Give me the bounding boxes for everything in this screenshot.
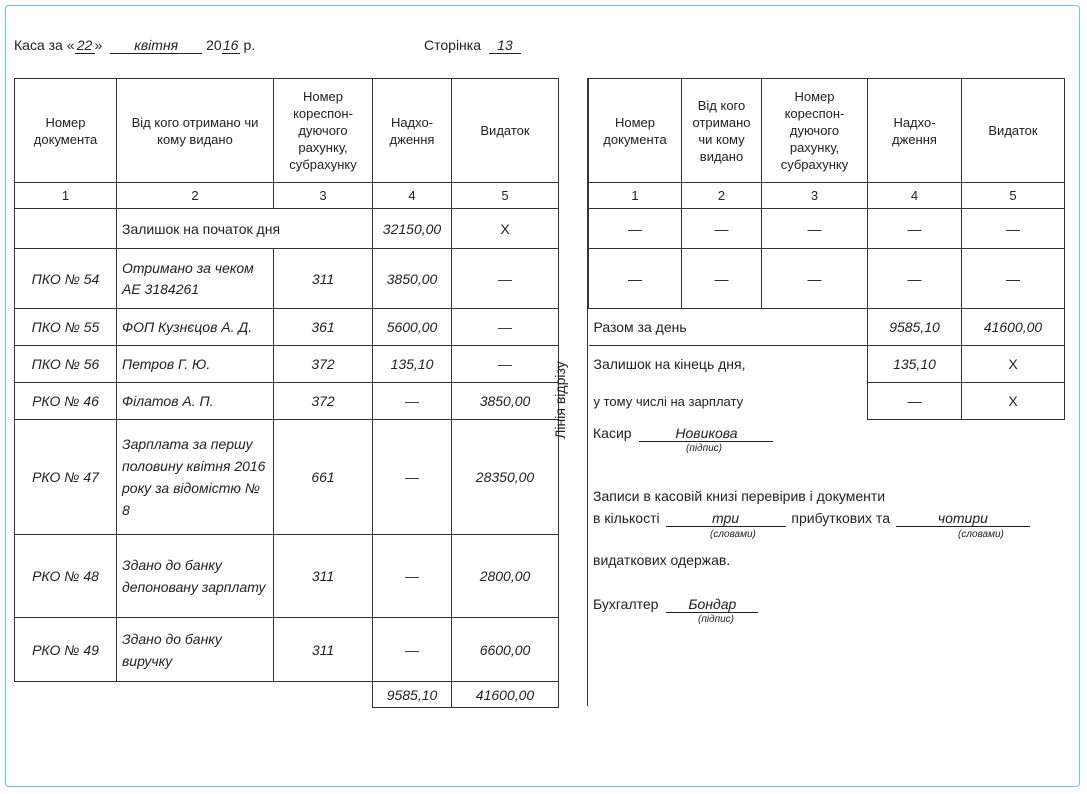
doc-number: РКО № 49 xyxy=(15,618,117,682)
right-cash-table xyxy=(588,78,1065,420)
doc-number: РКО № 48 xyxy=(15,535,117,618)
closing-income: 135,10 xyxy=(868,346,962,383)
empty-row xyxy=(589,209,1065,249)
dash-cell: — xyxy=(589,249,682,309)
closing-expense: Х xyxy=(962,346,1065,383)
day-value: 22 xyxy=(75,37,95,54)
day-total-row xyxy=(589,309,1065,346)
empty-row xyxy=(589,249,1065,309)
salary-label: у тому числі на зарплату xyxy=(593,393,744,409)
left-cash-table xyxy=(14,78,559,708)
doc-number: РКО № 46 xyxy=(15,383,117,420)
income: 135,10 xyxy=(373,346,452,383)
party: Здано до банку депоновану зарплату xyxy=(117,535,274,618)
expense: 3850,00 xyxy=(452,383,559,420)
income-words-hint: (словами) xyxy=(710,529,756,540)
year-suffix: 16 xyxy=(222,37,239,53)
expense: 6600,00 xyxy=(452,618,559,682)
cut-line-label: Лінія відрізу xyxy=(552,361,568,439)
salary-expense: Х xyxy=(962,383,1065,420)
salary-income: — xyxy=(868,383,962,420)
party: ФОП Кузнєцов А. Д. xyxy=(117,309,274,346)
expense: 28350,00 xyxy=(452,420,559,535)
month-value: квітня xyxy=(110,37,202,54)
income: — xyxy=(373,618,452,682)
day-total-expense: 41600,00 xyxy=(962,309,1065,346)
dash-cell: — xyxy=(589,209,682,249)
account: 372 xyxy=(274,383,373,420)
doc-number: РКО № 47 xyxy=(15,420,117,535)
income-docs-label: прибуткових та xyxy=(791,510,890,526)
header-account: Номер кореспон-дуючого рахунку, субрахунку xyxy=(762,79,868,183)
account: 372 xyxy=(274,346,373,383)
cashier-name: Новикова xyxy=(639,425,773,442)
header-row xyxy=(15,79,559,183)
page-number: 13 xyxy=(489,37,521,54)
accountant-line xyxy=(593,596,758,613)
income: — xyxy=(373,420,452,535)
cashier-line xyxy=(593,425,773,442)
opening-balance-row xyxy=(15,209,559,249)
page-label: Сторінка xyxy=(424,37,481,53)
accountant-label: Бухгалтер xyxy=(593,596,659,612)
doc-number: ПКО № 54 xyxy=(15,249,117,309)
header-income: Надхо-дження xyxy=(868,79,962,183)
doc-number: ПКО № 55 xyxy=(15,309,117,346)
account: 361 xyxy=(274,309,373,346)
expense: — xyxy=(452,346,559,383)
opening-expense: Х xyxy=(452,209,559,249)
col-num-3: 3 xyxy=(762,183,868,209)
cashier-signature-hint: (підпис) xyxy=(686,443,722,454)
party: Зарплата за першу половину квітня 2016 року за відомістю № 8 xyxy=(117,420,274,535)
col-num-2: 2 xyxy=(682,183,762,209)
cashier-label: Касир xyxy=(593,425,632,441)
party: Отримано за чеком АЕ 3184261 xyxy=(117,249,274,309)
income: 3850,00 xyxy=(373,249,452,309)
header-party: Від кого отримано чи кому видано xyxy=(682,79,762,183)
header-doc-number: Номер документа xyxy=(589,79,682,183)
totals-row xyxy=(15,682,559,708)
year-end: р. xyxy=(239,37,256,53)
day-total-income: 9585,10 xyxy=(868,309,962,346)
table-row xyxy=(15,346,559,383)
header-expense: Видаток xyxy=(962,79,1065,183)
opening-doc-empty xyxy=(15,209,117,249)
accountant-name: Бондар xyxy=(666,596,758,613)
account: 661 xyxy=(274,420,373,535)
col-num-4: 4 xyxy=(868,183,962,209)
col-num-5: 5 xyxy=(962,183,1065,209)
income: — xyxy=(373,383,452,420)
count-line xyxy=(593,510,1030,527)
count-prefix: в кількості xyxy=(593,510,660,526)
col-num-1: 1 xyxy=(15,183,117,209)
page-number-line xyxy=(424,37,521,54)
expense-count: чотири xyxy=(896,510,1030,527)
received-text: видаткових одержав. xyxy=(593,552,731,568)
table-row xyxy=(15,249,559,309)
opening-label: Залишок на початок дня xyxy=(117,209,373,249)
accountant-signature-hint: (підпис) xyxy=(698,614,734,625)
check-text: Записи в касовій книзі перевірив і документи xyxy=(593,488,886,504)
col-num-4: 4 xyxy=(373,183,452,209)
dash-cell: — xyxy=(682,209,762,249)
account: 311 xyxy=(274,618,373,682)
header-account: Номер кореспон-дуючого рахунку, субрахунку xyxy=(274,79,373,183)
party: Філатов А. П. xyxy=(117,383,274,420)
kasa-mid: » xyxy=(94,37,103,53)
income: — xyxy=(373,535,452,618)
account: 311 xyxy=(274,249,373,309)
party: Здано до банку виручку xyxy=(117,618,274,682)
dash-cell: — xyxy=(682,249,762,309)
header-row xyxy=(589,79,1065,183)
expense: 2800,00 xyxy=(452,535,559,618)
opening-income: 32150,00 xyxy=(373,209,452,249)
income-count: три xyxy=(666,510,786,527)
closing-balance-row xyxy=(589,346,1065,383)
closing-label: Залишок на кінець дня, xyxy=(593,356,746,373)
expense: — xyxy=(452,249,559,309)
account: 311 xyxy=(274,535,373,618)
column-number-row xyxy=(589,183,1065,209)
col-num-5: 5 xyxy=(452,183,559,209)
kasa-prefix: Каса за « xyxy=(14,37,75,53)
dash-cell: — xyxy=(962,209,1065,249)
dash-cell: — xyxy=(762,249,868,309)
header-expense: Видаток xyxy=(452,79,559,183)
column-number-row xyxy=(15,183,559,209)
salary-row xyxy=(589,383,1065,420)
cash-date-line xyxy=(14,37,255,54)
doc-number: ПКО № 56 xyxy=(15,346,117,383)
table-row xyxy=(15,618,559,682)
dash-cell: — xyxy=(868,249,962,309)
dash-cell: — xyxy=(868,209,962,249)
expense: — xyxy=(452,309,559,346)
total-income: 9585,10 xyxy=(373,682,452,708)
table-row xyxy=(15,309,559,346)
table-row xyxy=(15,383,559,420)
col-num-3: 3 xyxy=(274,183,373,209)
income: 5600,00 xyxy=(373,309,452,346)
expense-words-hint: (словами) xyxy=(958,529,1004,540)
year-prefix: 20 xyxy=(206,37,222,53)
col-num-2: 2 xyxy=(117,183,274,209)
header-doc-number: Номер документа xyxy=(15,79,117,183)
header-party: Від кого отримано чи кому видано xyxy=(117,79,274,183)
col-num-1: 1 xyxy=(589,183,682,209)
table-row xyxy=(15,420,559,535)
dash-cell: — xyxy=(762,209,868,249)
table-row xyxy=(15,535,559,618)
header-income: Надхо-дження xyxy=(373,79,452,183)
day-total-label: Разом за день xyxy=(589,309,868,346)
dash-cell: — xyxy=(962,249,1065,309)
party: Петров Г. Ю. xyxy=(117,346,274,383)
total-expense: 41600,00 xyxy=(452,682,559,708)
